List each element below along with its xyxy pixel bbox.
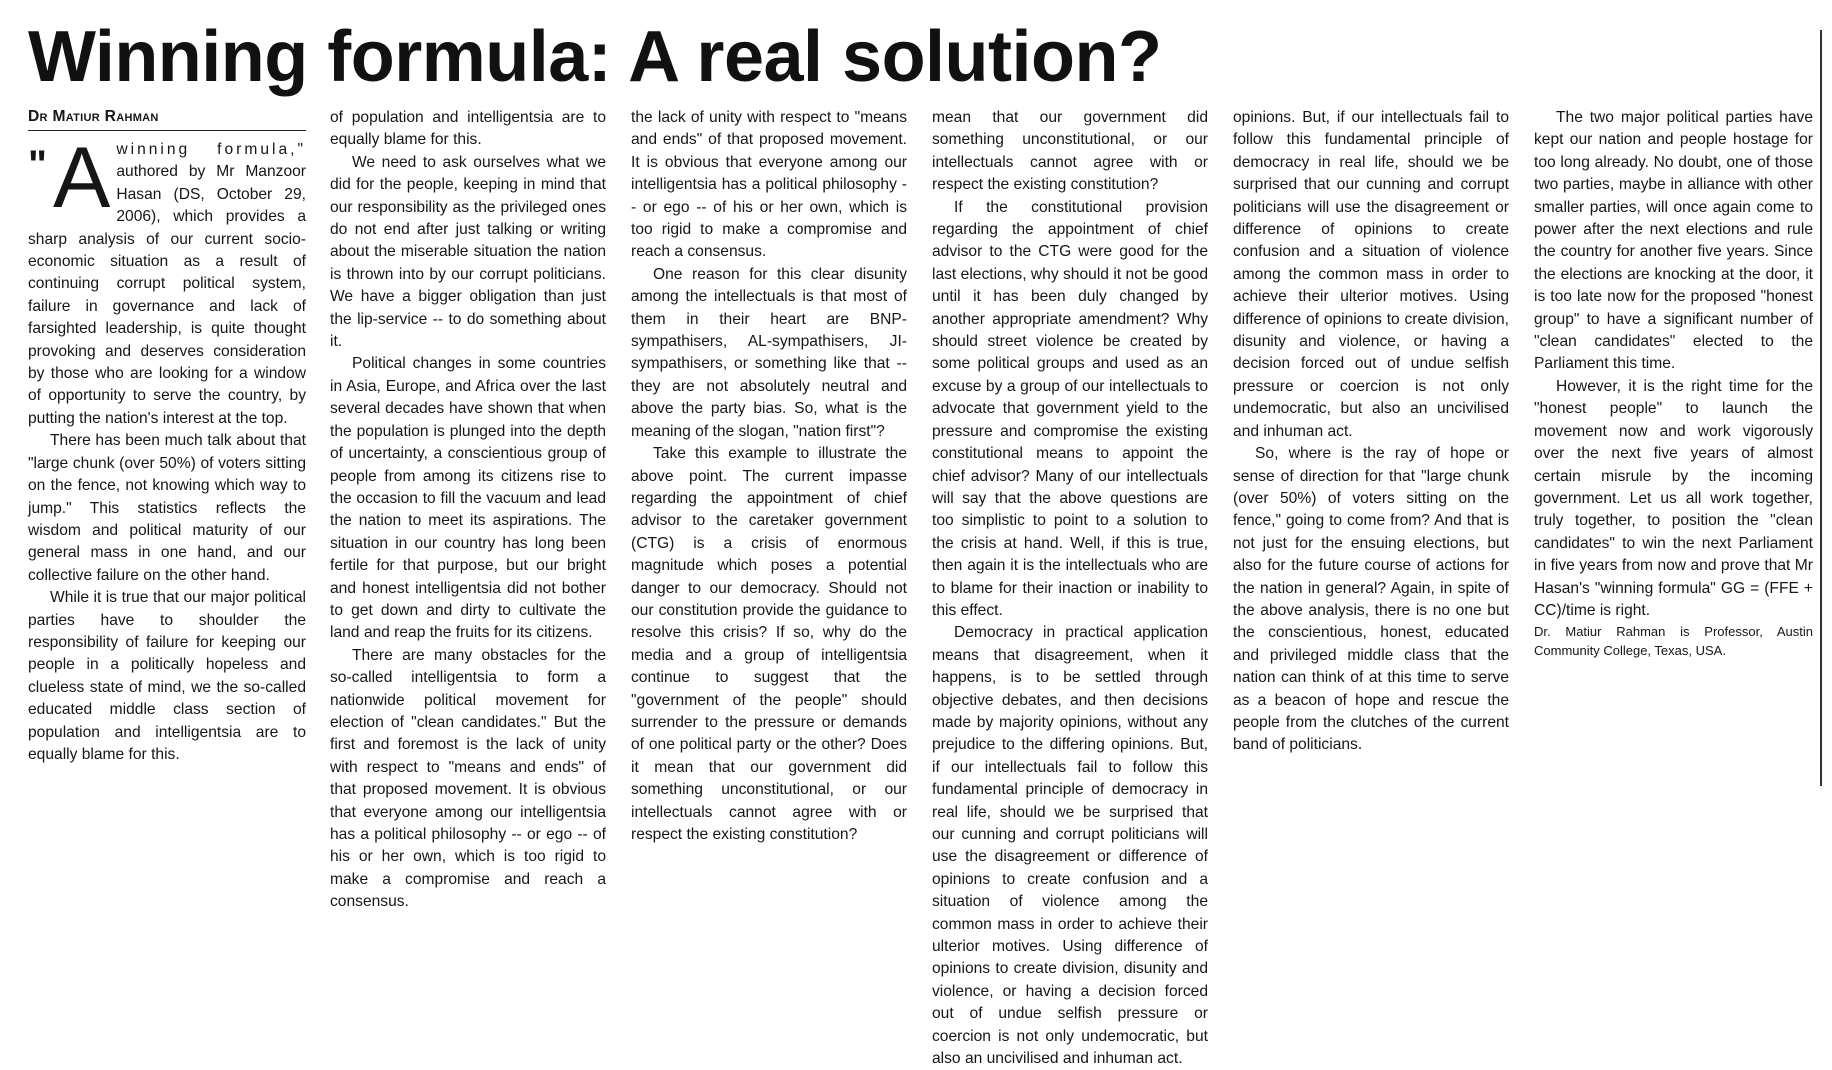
drop-cap: "A xyxy=(28,130,111,226)
headline: Winning formula: A real solution? xyxy=(28,17,1162,97)
paragraph-5: Political changes in some countries in Asia, Europe, and Africa over the last several decades have shown that when the population is plunged into the depth of uncertainty, a conscientious group of people from among its citizens rise to the occasion to fill the vacuum and lead the nation to meet its aspirations. The situation in our country has long been fertile for that purpose, but our bright and honest intelligentsia did not bother to get down and dirty to cultivate the land and reap the fruits for its citizens. xyxy=(330,355,606,642)
paragraph-2: There has been much talk about that "large chunk (over 50%) of voters sitting on the fence, not knowing which way to jump." This statistics reflects the wisdom and political maturity of our general mass in one hand, and our collective failure on the other hand. xyxy=(28,432,306,584)
column-2 xyxy=(330,107,606,911)
lead-opening: winning formula," xyxy=(116,141,306,158)
paragraph-6-continued: the lack of unity with respect to "means and ends" of that proposed movement. It is obvious that everyone among our intelligentsia has a political philosophy -- or ego -- of his or her own, which is too rigid to make a compromise and reach a consensus. xyxy=(631,109,907,261)
column-3 xyxy=(631,107,907,843)
paragraph-11: So, where is the ray of hope or sense of direction for that "large chunk (over 50%) of voters sitting on the fence," going to come from? And that is not just for the ensuing elections, but also for the future course of actions for the nation in general? Again, in spite of the above analysis, there is no one but the conscientious, honest, educated and privileged middle class that the nation can think of at this time to serve as a beacon of hope and rescue the people from the clutches of the current band of politicians. xyxy=(1233,445,1509,754)
column-1 xyxy=(28,107,306,782)
paragraph-12: The two major political parties have kept our nation and people hostage for too long already. No doubt, one of those two parties, maybe in alliance with other smaller parties, will once again come to power after the next elections and rule the country for another five years. Since the elections are knocking at the door, it is too late now for the proposed "honest group" to have a significant number of "clean candidates" elected to the Parliament this time. xyxy=(1534,109,1813,373)
paragraph-7: One reason for this clear disunity among the intellectuals is that most of them in their heart are BNP-sympathisers, AL-sympathisers, JI-sympathisers, or something like that -- they are not absolutely neutral and above the party bias. So, what is the meaning of the slogan, "nation first"? xyxy=(631,265,907,440)
paragraph-8-continued: mean that our government did something unconstitutional, or our intellectuals cannot agree with or respect the existing constitution? xyxy=(932,109,1208,194)
paragraph-3: While it is true that our major political parties have to shoulder the responsibility of failure for keeping our people in a politically hopeless and clueless state of mind, we the so-called educated middle class section of population and intelligentsia are to equally blame for this. xyxy=(28,589,306,763)
paragraph-8: Take this example to illustrate the above point. The current impasse regarding the appointment of chief advisor to the caretaker government (CTG) is a crisis of enormous magnitude which poses a potential danger to our democracy. Should not our constitution provide the guidance to resolve this crisis? If so, why do the media and a group of intelligentsia continue to suggest that the "government of the people" should surrender to the pressure or demands of one political party or the other? Does it mean that our government did something unconstitutional, or our intellectuals cannot agree with or respect the existing constitution? xyxy=(631,445,907,843)
column-4 xyxy=(932,107,1208,1068)
column-5 xyxy=(1233,107,1509,782)
paragraph-10-continued: opinions. But, if our intellectuals fail to follow this fundamental principle of democracy in real life, should we be surprised that our cunning and corrupt politicians will use the disagreement or difference of opinions to create confusion and a situation of violence among the common mass in order to achieve their ulterior motives. Using difference of opinions to create division, disunity and violence, or having a decision forced out of undue selfish pressure or coercion is not only undemocratic, but also an uncivilised and inhuman act. xyxy=(1233,109,1509,440)
lead-text: authored by Mr Manzoor Hasan (DS, October 29, 2006), which provides a sharp analysis of our current socio-economic situation as a result of continuing corrupt political system, failure in governance and lack of farsighted leadership, is quite thought provoking and deserves consideration by those who are looking for a window of opportunity to serve the country, by putting the nation's interest at the top. xyxy=(28,163,306,427)
paragraph-9: If the constitutional provision regarding the appointment of chief advisor to the CTG were good for the last elections, why should it not be good until it has been duly changed by another appropriate amendment? Why should street violence be created by some political groups and used as an excuse by a group of our intellectuals to advocate that government yield to the pressure and compromise the existing constitutional means to appoint the chief advisor? Many of our intellectuals will say that the above questions are too simplistic to point to a solution to the crisis at hand. Well, if this is true, then again it is the intellectuals who are to blame for their inaction or inability to this effect. xyxy=(932,198,1208,619)
byline: Dr Matiur Rahman xyxy=(28,107,306,131)
paragraph-6: There are many obstacles for the so-called intelligentsia to form a nationwide political movement for election of "clean candidates." But the first and foremost is the lack of unity with respect to "means and ends" of that proposed movement. It is obvious that everyone among our intelligentsia has a political philosophy -- or ego -- of his or her own, which is too rigid to make a compromise and reach a consensus. xyxy=(330,646,606,911)
lead-paragraph xyxy=(28,130,306,430)
column-rule xyxy=(1820,30,1822,786)
column-6 xyxy=(1534,107,1813,782)
paragraph-10: Democracy in practical application means that disagreement, when it happens, is to be settled through objective debates, and then decisions made by majority opinions, without any prejudice to the differing opinions. But, if our intellectuals fail to follow this fundamental principle of democracy in real life, should we be surprised that our cunning and corrupt politicians will use the disagreement or difference of opinions to create confusion and a situation of violence among the common mass in order to achieve their ulterior motives. Using difference of opinions to create division, disunity and violence, or having a decision forced out of undue selfish pressure or coercion is not only undemocratic, but also an uncivilised and inhuman act. xyxy=(932,624,1208,1068)
paragraph-4: We need to ask ourselves what we did for the people, keeping in mind that our responsibility as the privileged ones do not end after just talking or writing about the miserable situation the nation is thrown into by our corrupt politicians. We have a bigger obligation than just the lip-service -- to do something about it. xyxy=(330,153,606,351)
author-note: Dr. Matiur Rahman is Professor, Austin Community College, Texas, USA. xyxy=(1534,624,1813,659)
paragraph-13: However, it is the right time for the "honest people" to launch the movement now and work vigorously over the next five years of almost certain misrule by the incoming government. Let us all work together, truly together, to position the "clean candidates" to win the next Parliament in five years from now and prove that Mr Hasan's "winning formula" GG = (FFE + CC)/time is right. xyxy=(1534,377,1813,619)
paragraph-3-continued: of population and intelligentsia are to equally blame for this. xyxy=(330,109,606,149)
